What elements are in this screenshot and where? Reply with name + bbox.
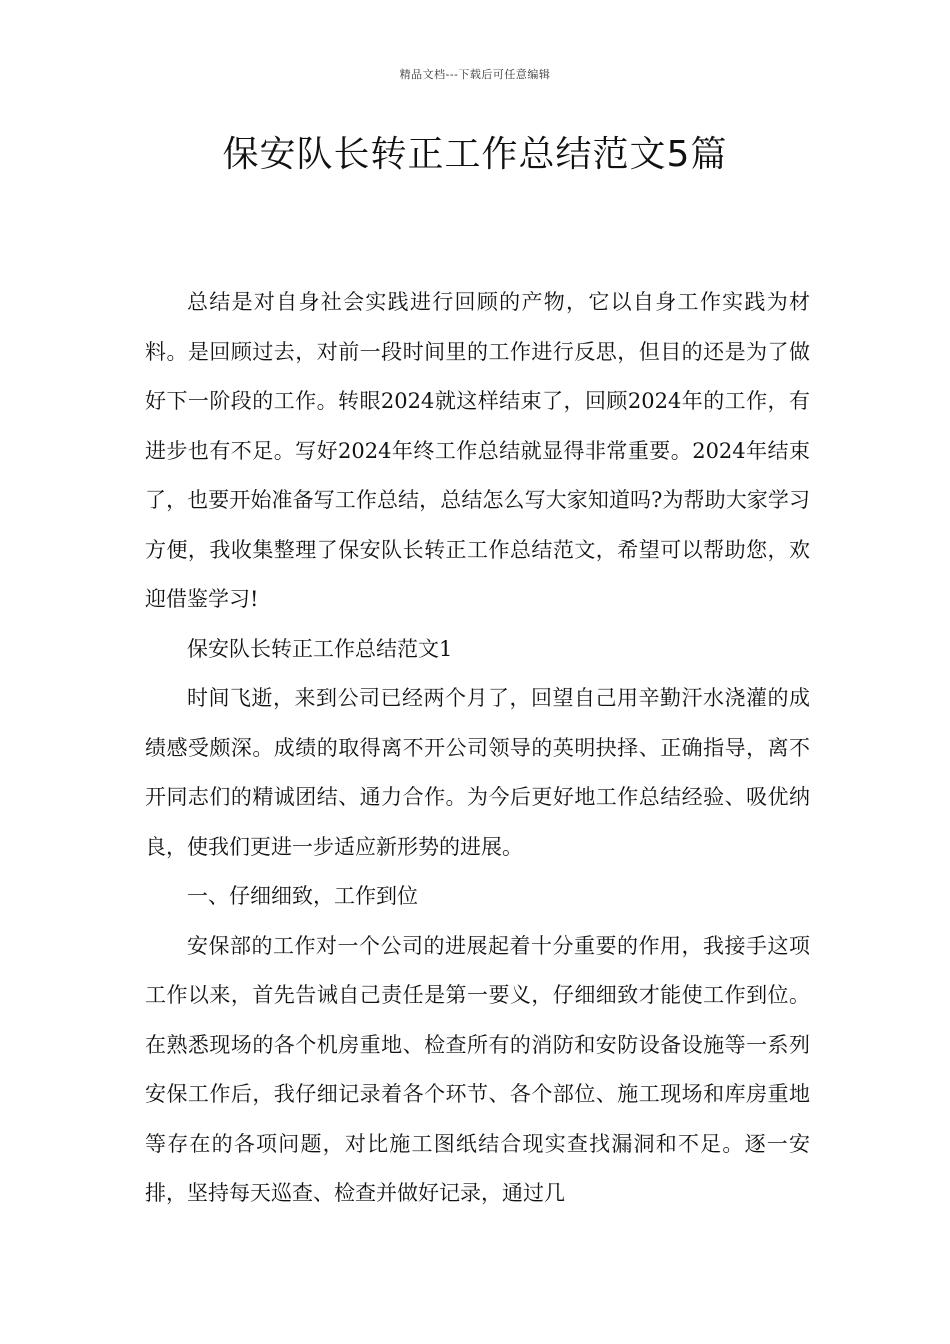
- section-title-sample-1: 保安队长转正工作总结范文1: [187, 636, 453, 661]
- page-header: 精品文档---下载后可任意编辑: [399, 68, 551, 81]
- document-body: [145, 278, 810, 1219]
- intro-paragraph: 总结是对自身社会实践进行回顾的产物，它以自身工作实践为材料。是回顾过去，对前一段时间里的工作进行反思，但目的还是为了做好下一阶段的工作。转眼2024就这样结束了，回顾2024年的工作，有进步也有不足。写好2024年终工作总结就显得非常重要。2024年结束了，也要开始准备写工作总结，总结怎么写大家知道吗?为帮助大家学习方便，我收集整理了保安队长转正工作总结范文，希望可以帮助您，欢迎借鉴学习!: [145, 290, 810, 611]
- body-paragraph: 安保部的工作对一个公司的进展起着十分重要的作用，我接手这项工作以来，首先告诫自己责任是第一要义，仔细细致才能使工作到位。在熟悉现场的各个机房重地、检查所有的消防和安防设备设施等一系列安保工作后，我仔细记录着各个环节、各个部位、施工现场和库房重地等存在的各项问题，对比施工图纸结合现实查找漏洞和不足。逐一安排，坚持每天巡查、检查并做好记录，通过几: [145, 933, 810, 1205]
- body-paragraph: 时间飞逝，来到公司已经两个月了，回望自己用辛勤汗水浇灌的成绩感受颇深。成绩的取得离不开公司领导的英明抉择、正确指导，离不开同志们的精诚团结、通力合作。为今后更好地工作总结经验、吸优纳良，使我们更进一步适应新形势的进展。: [145, 686, 810, 859]
- subsection-heading-1: 一、仔细细致，工作到位: [187, 884, 418, 908]
- document-title: 保安队长转正工作总结范文5篇: [222, 134, 728, 175]
